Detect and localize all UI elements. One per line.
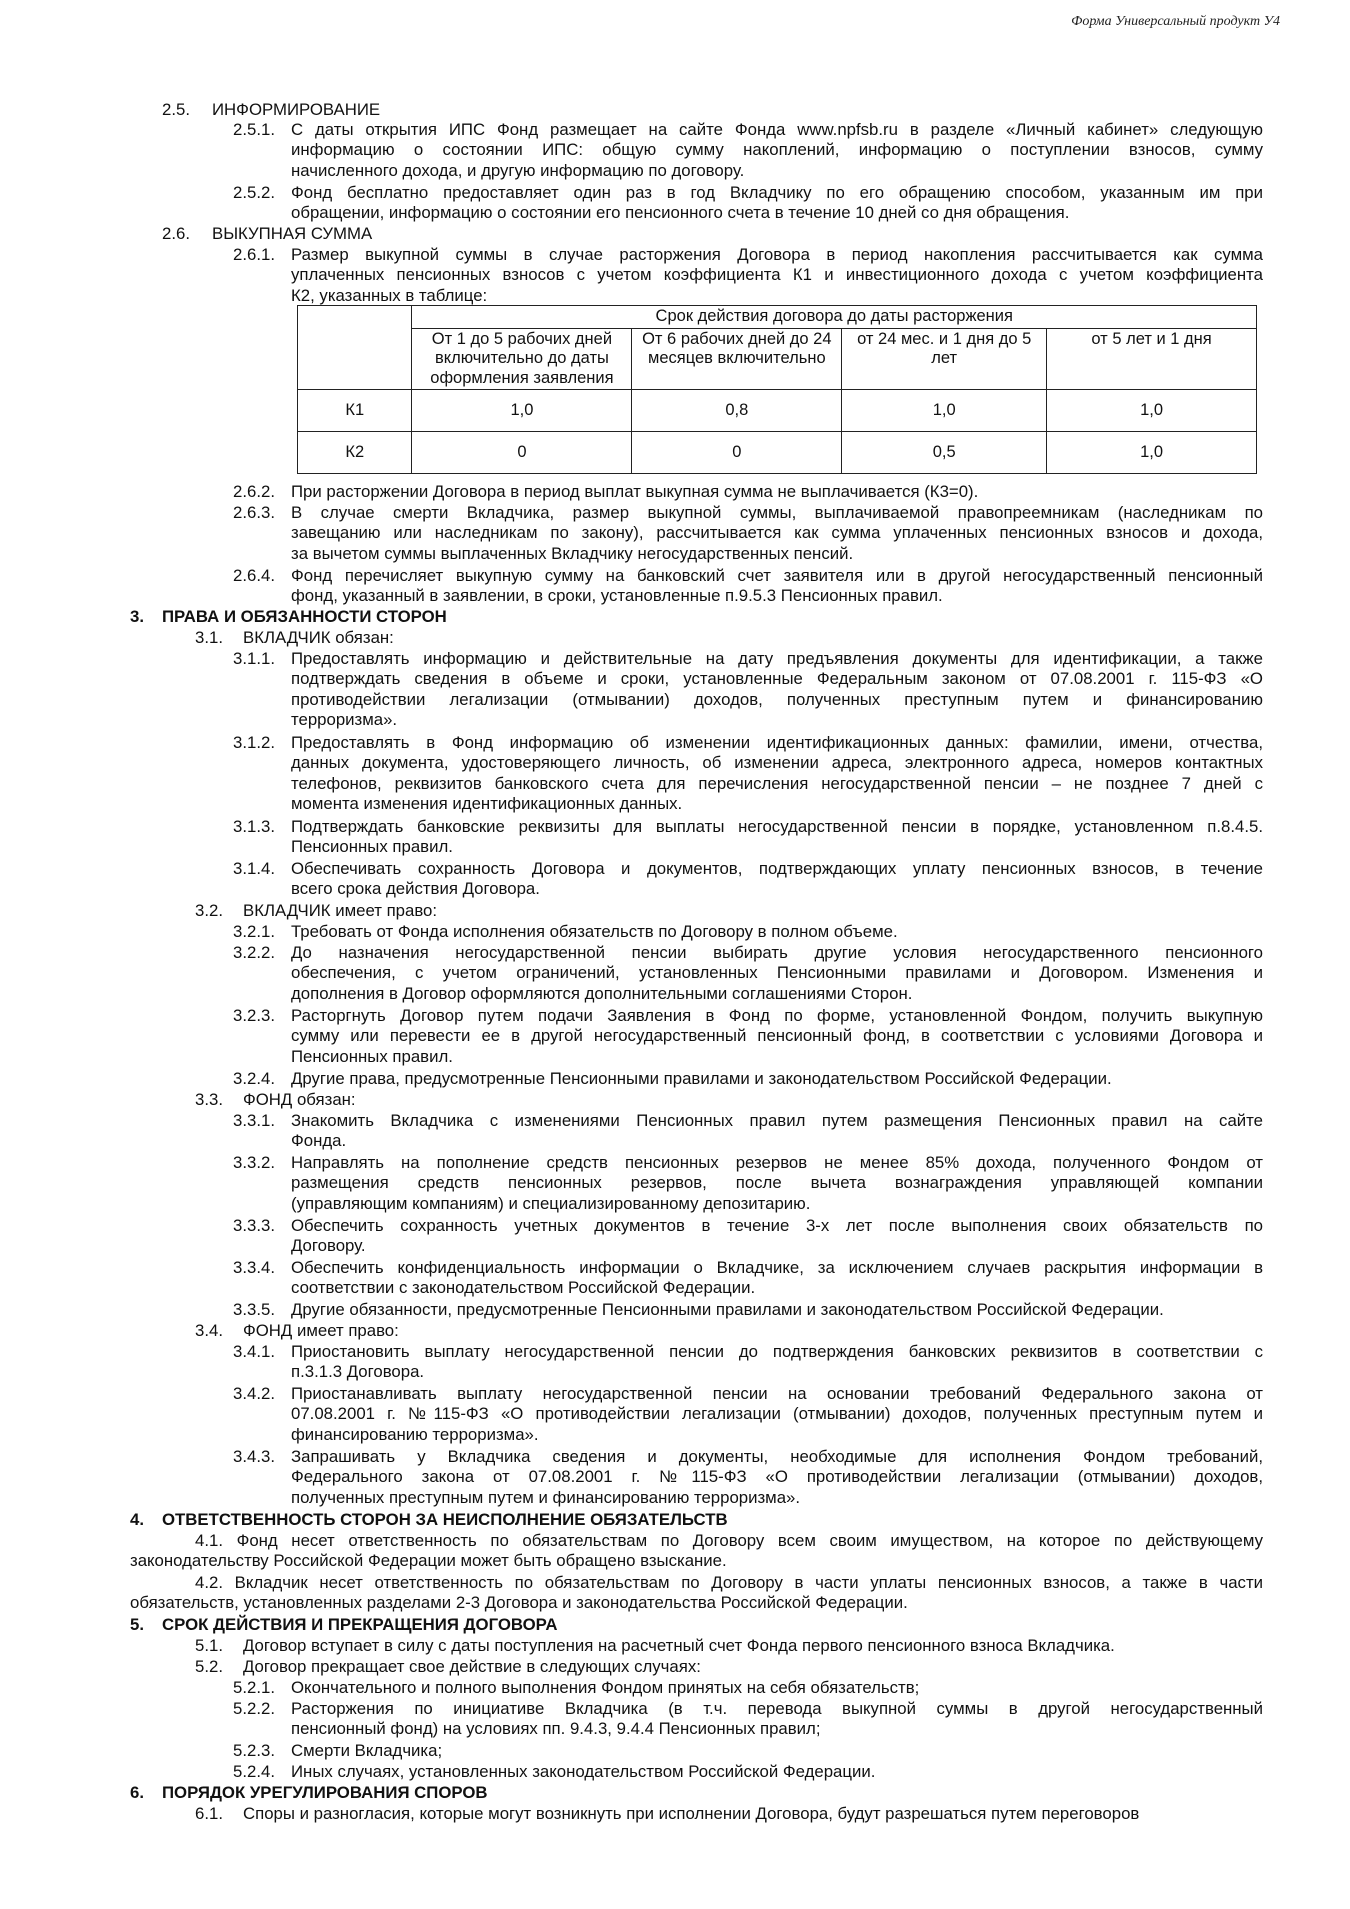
clause-3-2-3: 3.2.3. Расторгнуть Договор путем подачи Заявления в Фонд по форме, установленной Фондом, получить выкупную сумму или перевести ее в другой негосударственный пенсионный фонд, в соответствии с условиями Договора и Пенсионных правил. bbox=[233, 1006, 1263, 1066]
subsection-3-3: 3.3. ФОНД обязан: bbox=[195, 1090, 356, 1109]
table-group-header: Срок действия договора до даты расторжения bbox=[412, 306, 1257, 329]
text-line: До назначения негосударственной пенсии выбирать другие условия негосударственного пенсионного bbox=[291, 943, 1263, 962]
clause-3-4-1: 3.4.1. Приостановить выплату негосударственной пенсии до подтверждения банковских реквизитов в соответствии с п.3.1.3 Договора. bbox=[233, 1342, 1263, 1382]
text-line: Предоставлять в Фонд информацию об изменении идентификационных данных: фамилии, имени, отчества, bbox=[291, 733, 1263, 752]
text-line: момента изменения идентификационных данных. bbox=[291, 794, 683, 814]
form-header: Форма Универсальный продукт У4 bbox=[1071, 14, 1280, 29]
table-cell: 1,0 bbox=[412, 390, 632, 432]
text-line: телефонов, реквизитов банковского счета для перечисления негосударственной пенсии – не позднее 7 дней с bbox=[291, 773, 1263, 793]
table-column-header: От 1 до 5 рабочих дней включительно до даты оформления заявления bbox=[412, 328, 632, 390]
text-line: противодействии легализации (отмывании) доходов, полученных преступным путем и финансированию bbox=[291, 689, 1263, 709]
table-row bbox=[298, 390, 1257, 432]
clause-2-6-2: 2.6.2. При расторжении Договора в период выплат выкупная сумма не выплачивается (К3=0). bbox=[233, 482, 1263, 502]
clause-3-3-3: 3.3.3. Обеспечить сохранность учетных документов в течение 3-х лет после выполнения своих обязательств по Договору. bbox=[233, 1216, 1263, 1256]
text-line: данных документа, удостоверяющего личность, об изменении адреса, электронного адреса, номеров контактных bbox=[291, 753, 1263, 773]
table-cell: 0,8 bbox=[632, 390, 842, 432]
text-line: дополнения в Договор оформляются дополнительными соглашениями Сторон. bbox=[291, 983, 913, 1003]
text-line: Расторгнуть Договор путем подачи Заявления в Фонд по форме, установленной Фондом, получить выкупную bbox=[291, 1006, 1263, 1025]
subsection-3-4: 3.4. ФОНД имеет право: bbox=[195, 1321, 399, 1340]
clause-3-3-2: 3.3.2. Направлять на пополнение средств пенсионных резервов не менее 85% дохода, полученного Фондом от размещения средств пенсионных резервов, после вычета вознаграждения управляющей компании (управляющим компаниям) и специализированному депозитарию. bbox=[233, 1153, 1263, 1213]
text-line: Федерального закона от 07.08.2001 г. №115-ФЗ «О противодействии легализации (отмывании) доходов, bbox=[291, 1467, 1263, 1487]
text-line: Предоставлять информацию и действительные на дату предъявления документы для идентификации, а также bbox=[291, 649, 1263, 668]
text-line: Обеспечить сохранность учетных документов в течение 3-х лет после выполнения своих обязательств по bbox=[291, 1216, 1263, 1235]
table-corner-cell bbox=[298, 306, 412, 390]
clause-3-3-5: 3.3.5. Другие обязанности, предусмотренные Пенсионными правилами и законодательством Российской Федерации. bbox=[233, 1300, 1263, 1320]
subsection-6-1: 6.1. Споры и разногласия, которые могут возникнуть при исполнении Договора, будут разрешаться путем переговоров bbox=[195, 1804, 1263, 1824]
text-line: подтверждать сведения в объеме и сроки, установленные Федеральным законом от 07.08.2001 г. 115-ФЗ «О bbox=[291, 669, 1263, 689]
clause-3-4-3: 3.4.3. Запрашивать у Вкладчика сведения и документы, необходимые для исполнения Фондом требований, Федерального закона от 07.08.2001 г. №115-ФЗ «О противодействии легализации (отмывании) доходов, полученных преступным путем и финансированию терроризма». bbox=[233, 1447, 1263, 1507]
section-3-heading: 3. ПРАВА И ОБЯЗАННОСТИ СТОРОН bbox=[130, 607, 447, 626]
clause-2-5-1: 2.5.1. С даты открытия ИПС Фонд размещает на сайте Фонда www.npfsb.ru в разделе «Личный кабинет» следующую информацию о состоянии ИПС: общую сумму накоплений, информацию о поступлении взносов, сумму начисленного дохода, и другую информацию по договору. bbox=[233, 120, 1263, 180]
text-line: полученных преступным путем и финансированию терроризма». bbox=[291, 1487, 801, 1507]
text-line: Приостанавливать выплату негосударственной пенсии на основании требований Федерального закона от bbox=[291, 1384, 1263, 1403]
table-row bbox=[298, 432, 1257, 474]
text-line: п.3.1.3 Договора. bbox=[291, 1362, 425, 1382]
text-line: Запрашивать у Вкладчика сведения и документы, необходимые для исполнения Фондом требований, bbox=[291, 1447, 1263, 1466]
text-line: за вычетом суммы выплаченных Вкладчику негосударственных пенсий. bbox=[291, 543, 854, 563]
table-row-label: К2 bbox=[298, 432, 412, 474]
table-cell: 1,0 bbox=[1047, 390, 1257, 432]
table-column-header: от 5 лет и 1 дня bbox=[1047, 328, 1257, 390]
section-2-5-heading: 2.5. ИНФОРМИРОВАНИЕ bbox=[162, 100, 381, 119]
text-line: Пенсионных правил. bbox=[291, 837, 453, 857]
text-line: Смерти Вкладчика; bbox=[291, 1741, 443, 1760]
text-line: Фонда. bbox=[291, 1131, 347, 1151]
text-line: При расторжении Договора в период выплат выкупная сумма не выплачивается (К3=0). bbox=[291, 482, 979, 501]
clause-2-6-3: 2.6.3. В случае смерти Вкладчика, размер выкупной суммы, выплачиваемой правопреемникам (наследникам по завещанию или наследникам по закону), рассчитывается как сумма уплаченных пенсионных взносов и дохода, за вычетом суммы выплаченных Вкладчику негосударственных пенсий. bbox=[233, 503, 1263, 563]
text-line: Направлять на пополнение средств пенсионных резервов не менее 85% дохода, полученного Фондом от bbox=[291, 1153, 1263, 1172]
clause-3-1-3: 3.1.3. Подтверждать банковские реквизиты для выплаты негосударственной пенсии в порядке, установленном п.8.4.5. Пенсионных правил. bbox=[233, 817, 1263, 857]
text-line: Подтверждать банковские реквизиты для выплаты негосударственной пенсии в порядке, установленном п.8.4.5. bbox=[291, 817, 1263, 836]
text-line: информацию о состоянии ИПС: общую сумму накоплений, информацию о поступлении взносов, сумму bbox=[291, 140, 1263, 160]
clause-3-1-1: 3.1.1. Предоставлять информацию и действительные на дату предъявления документы для идентификации, а также подтверждать сведения в объеме и сроки, установленные Федеральным законом от 07.08.2001 г. 115-ФЗ «О противодействии легализации (отмывании) доходов, полученных преступным путем и финансированию терроризма». bbox=[233, 649, 1263, 730]
text-line: всего срока действия Договора. bbox=[291, 879, 540, 899]
section-6-heading: 6. ПОРЯДОК УРЕГУЛИРОВАНИЯ СПОРОВ bbox=[130, 1783, 488, 1802]
text-line: 07.08.2001 г. №115-ФЗ «О противодействии легализации (отмывании) доходов, полученных преступным путем и bbox=[291, 1404, 1263, 1424]
text-line: обращении, информацию о состоянии его пенсионного счета в течение 10 дней со дня обращения. bbox=[291, 203, 1070, 223]
table-cell: 1,0 bbox=[842, 390, 1047, 432]
clause-3-4-2: 3.4.2. Приостанавливать выплату негосударственной пенсии на основании требований Федерального закона от 07.08.2001 г. №115-ФЗ «О противодействии легализации (отмывании) доходов, полученных преступным путем и финансированию терроризма». bbox=[233, 1384, 1263, 1444]
text-line: Пенсионных правил. bbox=[291, 1046, 453, 1066]
clause-3-1-2: 3.1.2. Предоставлять в Фонд информацию об изменении идентификационных данных: фамилии, имени, отчества, данных документа, удостоверяющего личность, об изменении адреса, электронного адреса, номеров контактных телефонов, реквизитов банковского счета для перечисления негосударственной пенсии – не позднее 7 дней с момента изменения идентификационных данных. bbox=[233, 733, 1263, 814]
clause-3-2-1: 3.2.1. Требовать от Фонда исполнения обязательств по Договору в полном объеме. bbox=[233, 922, 1263, 942]
text-line: Фонд бесплатно предоставляет один раз в год Вкладчику по его обращению способом, указанным им при bbox=[291, 183, 1263, 202]
clause-5-2-1: 5.2.1. Окончательного и полного выполнения Фондом принятых на себя обязательств; bbox=[233, 1678, 1263, 1698]
text-line: уплаченных пенсионных взносов с учетом коэффициента К1 и инвестиционного дохода с учетом коэффициента bbox=[291, 265, 1263, 285]
text-line: Договору. bbox=[291, 1236, 366, 1256]
subsection-3-2: 3.2. ВКЛАДЧИК имеет право: bbox=[195, 901, 438, 920]
text-line: (управляющим компаниям) и специализированному депозитарию. bbox=[291, 1193, 811, 1213]
text-line: Другие права, предусмотренные Пенсионными правилами и законодательством Российской Федерации. bbox=[291, 1069, 1112, 1088]
text-line: В случае смерти Вкладчика, размер выкупной суммы, выплачиваемой правопреемникам (наследникам по bbox=[291, 503, 1263, 522]
clause-4-1: 4.1. Фонд несет ответственность по обязательствам по Договору всем своим имуществом, на которое по действующему законодательству Российской Федерации может быть обращено взыскание. bbox=[130, 1531, 1263, 1571]
text-line: Другие обязанности, предусмотренные Пенсионными правилами и законодательством Российской Федерации. bbox=[291, 1300, 1164, 1319]
clause-2-6-4: 2.6.4. Фонд перечисляет выкупную сумму на банковский счет заявителя или в другой негосударственный пенсионный фонд, указанный в заявлении, в сроки, установленные п.9.5.3 Пенсионных правил. bbox=[233, 566, 1263, 606]
text-line: Споры и разногласия, которые могут возникнуть при исполнении Договора, будут разрешаться путем переговоров bbox=[243, 1804, 1140, 1823]
text-line: финансированию терроризма». bbox=[291, 1424, 539, 1444]
table-cell: 1,0 bbox=[1047, 432, 1257, 474]
clause-2-6-1: 2.6.1. Размер выкупной суммы в случае расторжения Договора в период накопления рассчитывается как сумма уплаченных пенсионных взносов с учетом коэффициента К1 и инвестиционного дохода с учетом коэффициента К2, указанных в таблице: bbox=[233, 245, 1263, 305]
clause-3-2-2: 3.2.2. До назначения негосударственной пенсии выбирать другие условия негосударственного пенсионного обеспечения, с учетом ограничений, установленных Пенсионными правилами и Договором. Изменения и дополнения в Договор оформляются дополнительными соглашениями Сторон. bbox=[233, 943, 1263, 1003]
text-line: Требовать от Фонда исполнения обязательств по Договору в полном объеме. bbox=[291, 922, 898, 941]
clause-5-2-2: 5.2.2. Расторжения по инициативе Вкладчика (в т.ч. перевода выкупной суммы в другой негосударственный пенсионный фонд) на условиях пп. 9.4.3, 9.4.4 Пенсионных правил; bbox=[233, 1699, 1263, 1739]
text-line: Размер выкупной суммы в случае расторжения Договора в период накопления рассчитывается как сумма bbox=[291, 245, 1263, 264]
text-line: Иных случаях, установленных законодательством Российской Федерации. bbox=[291, 1762, 876, 1781]
table-column-header: От 6 рабочих дней до 24 месяцев включительно bbox=[632, 328, 842, 390]
clause-5-2-4: 5.2.4. Иных случаях, установленных законодательством Российской Федерации. bbox=[233, 1762, 1263, 1782]
text-line: Обеспечить конфиденциальность информации о Вкладчике, за исключением случаев раскрытия информации в bbox=[291, 1258, 1263, 1277]
text-line: начисленного дохода, и другую информацию по договору. bbox=[291, 160, 745, 180]
subsection-5-1: 5.1. Договор вступает в силу с даты поступления на расчетный счет Фонда первого пенсионного взноса Вкладчика. bbox=[195, 1636, 1115, 1655]
text-line: С даты открытия ИПС Фонд размещает на сайте Фонда www.npfsb.ru в разделе «Личный кабинет» следующую bbox=[291, 120, 1263, 139]
table-column-header: от 24 мес. и 1 дня до 5 лет bbox=[842, 328, 1047, 390]
text-line: пенсионный фонд) на условиях пп. 9.4.3, 9.4.4 Пенсионных правил; bbox=[291, 1719, 821, 1739]
subsection-3-1: 3.1. ВКЛАДЧИК обязан: bbox=[195, 628, 394, 647]
text-line: терроризма». bbox=[291, 710, 398, 730]
text-line: завещанию или наследникам по закону), рассчитывается как сумма уплаченных пенсионных взносов и дохода, bbox=[291, 523, 1263, 543]
clause-3-2-4: 3.2.4. Другие права, предусмотренные Пенсионными правилами и законодательством Российской Федерации. bbox=[233, 1069, 1263, 1089]
clause-3-3-1: 3.3.1. Знакомить Вкладчика с изменениями Пенсионных правил путем размещения Пенсионных правил на сайте Фонда. bbox=[233, 1111, 1263, 1151]
clause-2-5-2: 2.5.2. Фонд бесплатно предоставляет один раз в год Вкладчику по его обращению способом, указанным им при обращении, информацию о состоянии его пенсионного счета в течение 10 дней со дня обращения. bbox=[233, 183, 1263, 223]
text-line: Приостановить выплату негосударственной пенсии до подтверждения банковских реквизитов в соответствии с bbox=[291, 1342, 1263, 1361]
section-4-heading: 4. ОТВЕТСТВЕННОСТЬ СТОРОН ЗА НЕИСПОЛНЕНИЕ ОБЯЗАТЕЛЬСТВ bbox=[130, 1510, 728, 1529]
clause-3-3-4: 3.3.4. Обеспечить конфиденциальность информации о Вкладчике, за исключением случаев раскрытия информации в соответствии с законодательством Российской Федерации. bbox=[233, 1258, 1263, 1298]
text-line: Фонд перечисляет выкупную сумму на банковский счет заявителя или в другой негосударственный пенсионный bbox=[291, 566, 1263, 585]
text-line: Знакомить Вкладчика с изменениями Пенсионных правил путем размещения Пенсионных правил на сайте bbox=[291, 1111, 1263, 1130]
clause-5-2-3: 5.2.3. Смерти Вкладчика; bbox=[233, 1741, 1263, 1761]
text-line: обеспечения, с учетом ограничений, установленных Пенсионными правилами и Договором. Изменения и bbox=[291, 963, 1263, 983]
text-line: соответствии с законодательством Российской Федерации. bbox=[291, 1278, 756, 1298]
clause-4-2: 4.2. Вкладчик несет ответственность по обязательствам по Договору в части уплаты пенсионных взносов, а также в части обязательств, установленных разделами 2-3 Договора и законодательства Российской Федерации. bbox=[130, 1573, 1263, 1613]
text-line: К2, указанных в таблице: bbox=[291, 285, 488, 305]
text-line: фонд, указанный в заявлении, в сроки, установленные п.9.5.3 Пенсионных правил. bbox=[291, 586, 943, 606]
table-cell: 0 bbox=[412, 432, 632, 474]
clause-3-1-4: 3.1.4. Обеспечивать сохранность Договора и документов, подтверждающих уплату пенсионных взносов, в течение всего срока действия Договора. bbox=[233, 859, 1263, 899]
text-line: сумму или перевести ее в другой негосударственный пенсионный фонд, в соответствии с условиями Договора и bbox=[291, 1026, 1263, 1046]
text-line: размещения средств пенсионных резервов, после вычета вознаграждения управляющей компании bbox=[291, 1173, 1263, 1193]
text-line: Обеспечивать сохранность Договора и документов, подтверждающих уплату пенсионных взносов, в течение bbox=[291, 859, 1263, 878]
section-5-heading: 5. СРОК ДЕЙСТВИЯ И ПРЕКРАЩЕНИЯ ДОГОВОРА bbox=[130, 1615, 558, 1634]
coefficient-table bbox=[297, 305, 1257, 474]
text-line: Расторжения по инициативе Вкладчика (в т.ч. перевода выкупной суммы в другой негосударственный bbox=[291, 1699, 1263, 1718]
table-cell: 0 bbox=[632, 432, 842, 474]
table-cell: 0,5 bbox=[842, 432, 1047, 474]
subsection-5-2: 5.2. Договор прекращает свое действие в следующих случаях: bbox=[195, 1657, 701, 1676]
table-row-label: К1 bbox=[298, 390, 412, 432]
text-line: Окончательного и полного выполнения Фондом принятых на себя обязательств; bbox=[291, 1678, 920, 1697]
section-2-6-heading: 2.6. ВЫКУПНАЯ СУММА bbox=[162, 224, 373, 243]
